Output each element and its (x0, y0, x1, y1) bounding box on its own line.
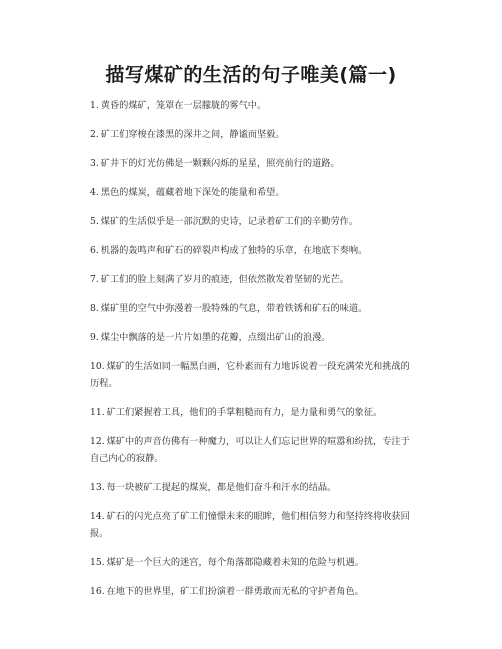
item-number: 9. (90, 332, 99, 343)
item-text: 机器的轰鸣声和矿石的碎裂声构成了独特的乐章，在地底下奏响。 (100, 245, 368, 256)
list-item (90, 358, 412, 392)
item-text: 煤矿的生活如同一幅黑白画，它朴素而有力地诉说着一段充满荣光和挑战的历程。 (90, 361, 410, 389)
item-number: 1. (90, 100, 99, 111)
document-title: 描写煤矿的生活的句子唯美(篇一) (105, 64, 397, 86)
item-number: 7. (90, 274, 99, 285)
item-number: 2. (90, 129, 99, 140)
item-number: 6. (90, 245, 99, 256)
item-number: 16. (90, 586, 105, 597)
list-item (90, 300, 412, 317)
item-text: 黑色的煤炭，蕴藏着地下深处的能量和希望。 (100, 187, 285, 198)
list-item (90, 329, 412, 346)
item-number: 15. (90, 557, 105, 568)
item-text: 矿井下的灯光仿佛是一颗颗闪烁的星星，照亮前行的道路。 (100, 158, 340, 169)
item-number: 4. (90, 187, 99, 198)
item-number: 12. (90, 436, 105, 447)
list-item (90, 213, 412, 230)
list-item (90, 508, 412, 542)
item-number: 3. (90, 158, 99, 169)
list-item (90, 242, 412, 259)
list-item (90, 404, 412, 421)
item-text: 黄昏的煤矿，笼罩在一层朦胧的雾气中。 (100, 100, 267, 111)
item-text: 煤矿里的空气中弥漫着一股特殊的气息，带着铁锈和矿石的味道。 (100, 303, 368, 314)
item-number: 10. (90, 361, 105, 372)
item-number: 13. (90, 482, 105, 493)
item-text: 煤矿的生活似乎是一部沉默的史诗，记录着矿工们的辛勤劳作。 (100, 216, 359, 227)
item-number: 11. (90, 407, 105, 418)
list-item (90, 271, 412, 288)
item-text: 每一块被矿工提起的煤炭，都是他们奋斗和汗水的结晶。 (106, 482, 337, 493)
list-item (90, 433, 412, 467)
list-item (90, 583, 412, 600)
item-text: 矿石的闪光点亮了矿工们憧憬未来的眼眸，他们相信努力和坚持终将收获回报。 (90, 511, 410, 539)
item-number: 14. (90, 511, 105, 522)
item-text: 煤尘中飘落的是一片片如墨的花瓣，点缀出矿山的浪漫。 (100, 332, 331, 343)
item-number: 8. (90, 303, 99, 314)
sentence-list (90, 97, 412, 612)
item-text: 在地下的世界里，矿工们扮演着一群勇敢而无私的守护者角色。 (106, 586, 364, 597)
list-item (90, 479, 412, 496)
list-item (90, 97, 412, 114)
item-text: 矿工们穿梭在漆黑的深井之间，静谧而坚毅。 (100, 129, 285, 140)
item-number: 5. (90, 216, 99, 227)
list-item (90, 184, 412, 201)
item-text: 矿工们的脸上刻满了岁月的痕迹，但依然散发着坚韧的光芒。 (100, 274, 349, 285)
item-text: 煤矿是一个巨大的迷宫，每个角落都隐藏着未知的危险与机遇。 (106, 557, 364, 568)
list-item (90, 126, 412, 143)
list-item (90, 554, 412, 571)
list-item (90, 155, 412, 172)
item-text: 矿工们紧握着工具，他们的手掌粗糙而有力，是力量和勇气的象征。 (106, 407, 383, 418)
item-text: 煤矿中的声音仿佛有一种魔力，可以让人们忘记世界的喧嚣和纷扰，专注于自己内心的寂静。 (90, 436, 410, 464)
